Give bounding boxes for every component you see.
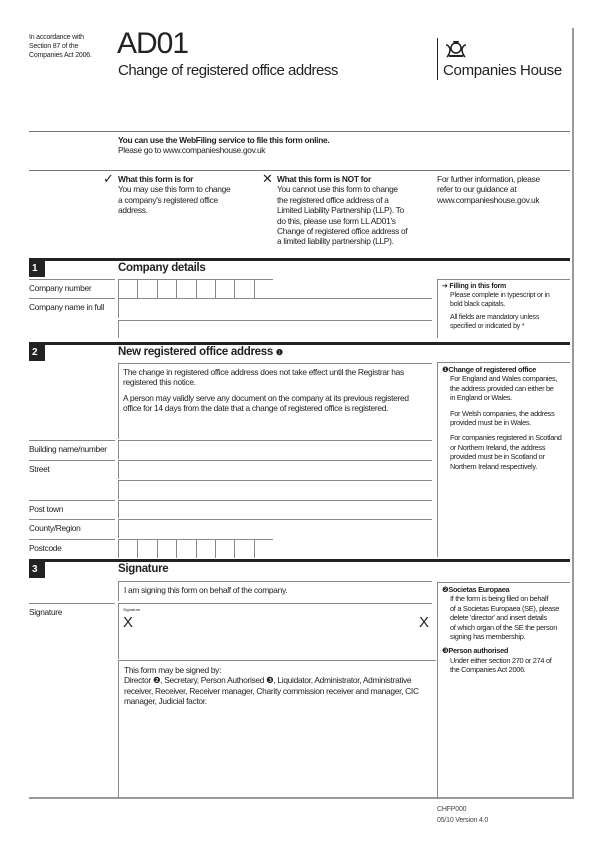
row-line — [29, 539, 115, 540]
text-line: Northern Ireland respectively. — [450, 461, 537, 471]
text-line: the Companies Act 2006. — [450, 665, 526, 675]
signature-label: Signature — [29, 607, 63, 617]
section-bar — [29, 559, 570, 562]
street-input[interactable] — [118, 460, 432, 479]
section-bar — [29, 258, 570, 261]
row-line — [29, 279, 115, 280]
signature-box[interactable] — [118, 603, 432, 659]
arrow-icon: ➔ — [442, 283, 450, 290]
text-line: You may use this form to change — [118, 184, 231, 195]
section-number: 2 — [29, 344, 45, 361]
row-line — [29, 460, 115, 461]
divider — [29, 131, 570, 132]
text-line: provided must be in Scotland or — [450, 452, 545, 462]
right-border — [572, 28, 574, 798]
royal-crest-icon — [444, 37, 468, 63]
postcode-label: Postcode — [29, 543, 62, 553]
text-line: in England or Wales. — [450, 393, 512, 403]
text-line: of which organ of the SE the person — [450, 622, 558, 632]
section-title: Company details — [118, 262, 206, 274]
text-line: of a Societas Europaea (SE), please — [450, 603, 560, 613]
company-name-label: Company name in full — [29, 302, 104, 312]
text-line: address. — [118, 205, 148, 216]
form-is-for — [118, 174, 230, 216]
note-marker: ❸ — [442, 646, 449, 656]
row-line — [29, 298, 115, 299]
signers-box — [118, 660, 436, 798]
signers-title: This form may be signed by: — [124, 665, 222, 675]
county-input[interactable] — [118, 519, 432, 538]
sign-here-mark-left: X — [123, 614, 134, 631]
legal-note — [29, 33, 92, 60]
postcode-input[interactable] — [118, 539, 273, 558]
section-bar — [29, 342, 570, 345]
text-line: do this, please use form LL AD01's — [277, 215, 396, 226]
further-info — [437, 174, 540, 205]
signers-text: Director ❷, Secretary, Person Authorised ❸, Liquidator, Administrator, Administrative receiver, Receiver, Receiver manager, Charity commission receiver and manager, CIC manager, Judicial factor. — [124, 675, 419, 707]
building-label: Building name/number — [29, 444, 107, 454]
text-line: a company's registered office — [118, 194, 218, 205]
company-name-input-line2[interactable] — [118, 320, 432, 338]
text-line: specified or indicated by * — [450, 323, 525, 330]
text-line: For companies registered in Scotland — [450, 433, 562, 443]
text-line: refer to our guidance at — [437, 184, 517, 195]
note-title: Person authorised — [448, 646, 509, 656]
text-line: Please complete in typescript or in — [450, 292, 550, 299]
row-line — [29, 519, 115, 520]
street-label: Street — [29, 464, 50, 474]
signature-caption: Signature — [123, 607, 141, 612]
section-title: Signature — [118, 563, 169, 575]
building-input[interactable] — [118, 440, 432, 459]
section-number: 1 — [29, 260, 45, 277]
note-title: Societas Europaea — [448, 585, 510, 594]
logo-text: Companies House — [443, 62, 562, 79]
row-line — [29, 440, 115, 441]
text-line: bold black capitals. — [450, 301, 506, 308]
text-line: the address provided can either be — [450, 383, 554, 393]
text-line: provided must be in Wales. — [450, 418, 532, 428]
not-for-title: What this form is NOT for — [277, 174, 371, 184]
cross-icon: ✕ — [262, 171, 273, 186]
company-name-input[interactable] — [118, 298, 432, 318]
form-title: Change of registered office address — [118, 62, 338, 79]
webfiling-link: Please go to www.companieshouse.gov.uk — [118, 145, 266, 156]
footer-version: 05/10 Version 4.0 — [437, 817, 489, 824]
footer-code: CHFP000 — [437, 806, 467, 813]
text-line: For Welsh companies, the address — [450, 408, 555, 418]
text-line: signing has membership. — [450, 632, 526, 642]
note-marker: ❶ — [442, 365, 449, 374]
legal-note-line: Section 87 of the — [29, 43, 79, 50]
notice-box — [118, 363, 432, 439]
form-not-for — [277, 174, 407, 247]
sign-here-mark-right: X — [419, 614, 430, 631]
text-line: or Northern Ireland, the address — [450, 442, 546, 452]
text-line: All fields are mandatory unless — [450, 314, 540, 321]
webfiling-bold: You can use the WebFiling service to file this form online. — [118, 135, 330, 145]
logo-divider — [437, 38, 438, 80]
company-number-label: Company number — [29, 283, 92, 293]
note-marker: ❶ — [275, 348, 283, 357]
post-town-input[interactable] — [118, 500, 432, 518]
check-icon: ✓ — [103, 171, 114, 186]
signing-statement: I am signing this form on behalf of the company. — [118, 581, 432, 601]
text-line: Limited Liability Partnership (LLP). To — [277, 205, 404, 216]
form-code: AD01 — [117, 27, 189, 60]
row-line — [29, 500, 115, 501]
text-line: the registered office address of a — [277, 194, 389, 205]
text-line: Change of registered office address of — [277, 226, 408, 237]
legal-note-line: In accordance with — [29, 34, 84, 41]
registered-office-note — [437, 362, 570, 557]
text-line: For England and Wales companies, — [450, 374, 558, 384]
note-title: Change of registered office — [448, 365, 536, 374]
text-line: delete 'director' and insert details — [450, 613, 547, 623]
text-line: Under either section 270 or 274 of — [450, 655, 552, 665]
webfiling-notice — [118, 135, 329, 156]
note-marker: ❷ — [442, 585, 449, 594]
notice-text: A person may validly serve any document on the company at its previous registered office for 14 days from the date that a change of registered office is registered. — [123, 392, 409, 414]
row-line — [29, 603, 115, 604]
company-number-input[interactable] — [118, 279, 273, 298]
for-title: What this form is for — [118, 174, 194, 184]
text-line: For further information, please — [437, 174, 540, 184]
legal-note-line: Companies Act 2006. — [29, 52, 92, 59]
text-line: www.companieshouse.gov.uk — [437, 194, 540, 205]
footer — [437, 804, 488, 826]
street-input-line2[interactable] — [118, 480, 432, 499]
text-line: a limited liability partnership (LLP). — [277, 236, 394, 247]
filling-in-note — [437, 279, 570, 338]
section-title — [118, 346, 283, 358]
signature-notes — [437, 582, 570, 798]
county-label: County/Region — [29, 523, 81, 533]
text-line: You cannot use this form to change — [277, 184, 398, 195]
note-title: Filling in this form — [449, 283, 507, 290]
notice-text: The change in registered office address does not take effect until the Registrar has registered this notice. — [123, 367, 404, 388]
section-number: 3 — [29, 561, 45, 578]
post-town-label: Post town — [29, 504, 64, 514]
title-text: New registered office address — [118, 346, 273, 358]
text-line: If the form is being filed on behalf — [450, 594, 549, 604]
